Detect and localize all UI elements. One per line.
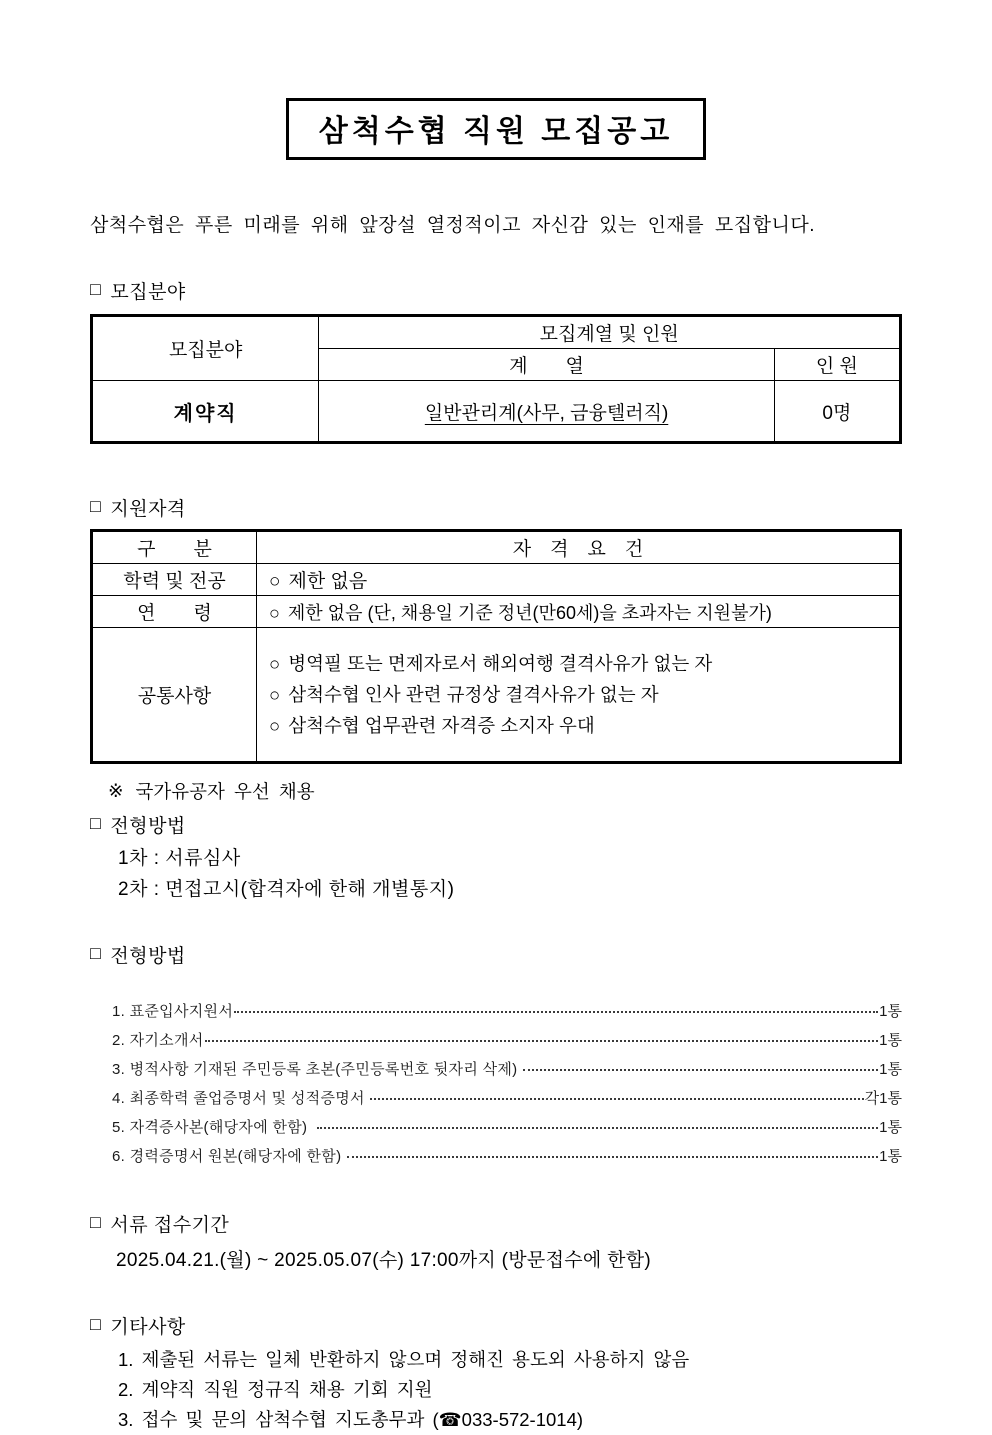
square-bullet-icon: □ — [90, 1314, 102, 1334]
square-bullet-icon: □ — [90, 813, 102, 833]
table-row — [92, 564, 901, 596]
square-bullet-icon: □ — [90, 279, 102, 299]
dotted-leader — [523, 1069, 878, 1071]
dotted-leader — [370, 1098, 863, 1100]
qualification-col2-header: 자 격 요 건 — [257, 531, 901, 564]
list-item — [112, 1087, 902, 1116]
section-title-qualification: 지원자격 — [110, 499, 186, 520]
section-heading-recruit — [90, 277, 902, 304]
section-heading-selection — [90, 811, 902, 838]
etc-item-1: 1. 제출된 서류는 일체 반환하지 않으며 정해진 용도외 사용하지 않음 — [118, 1349, 690, 1370]
recruit-field-value: 계약직 — [92, 381, 319, 443]
list-item — [112, 1000, 902, 1029]
section-title-period: 서류 접수기간 — [110, 1215, 230, 1236]
dotted-leader — [205, 1040, 879, 1042]
qualification-item: 삼척수협 업무관련 자격증 소지자 우대 — [288, 715, 595, 736]
document-count: 1통 — [879, 1148, 902, 1165]
selection-steps — [90, 843, 902, 905]
qualification-item: 제한 없음 (단, 채용일 기준 정년(만60세)을 초과자는 지원불가) — [287, 602, 772, 623]
document-label: 5. 자격증사본(해당자에 한함) — [112, 1119, 317, 1136]
document-list — [90, 1000, 902, 1174]
section-heading-etc — [90, 1312, 902, 1339]
recruit-series-cell — [319, 381, 774, 443]
recruit-table — [90, 314, 902, 444]
qualification-row3-label: 공통사항 — [92, 628, 257, 763]
square-bullet-icon: □ — [90, 943, 102, 963]
list-item — [112, 1058, 902, 1087]
selection-step-1: 1차 : 서류심사 — [118, 848, 241, 869]
recruit-table-header-row-1 — [92, 316, 901, 349]
list-item — [112, 1116, 902, 1145]
section-title-selection: 전형방법 — [110, 816, 186, 837]
document-label: 6. 경력증명서 원본(해당자에 한함) — [112, 1148, 346, 1165]
circle-bullet-icon: ○ — [269, 571, 281, 592]
dotted-leader — [317, 1127, 878, 1129]
page-title: 삼척수협 직원 모집공고 — [318, 115, 674, 148]
section-heading-qualification — [90, 494, 902, 521]
circle-bullet-icon: ○ — [269, 684, 281, 705]
recruit-count-header: 인 원 — [774, 349, 900, 381]
dotted-leader — [234, 1011, 878, 1013]
document-count: 1통 — [879, 1119, 902, 1136]
recruit-field-header: 모집분야 — [92, 316, 319, 381]
document-label: 3. 병적사항 기재된 주민등록 초본(주민등록번호 뒷자리 삭제) — [112, 1061, 522, 1078]
table-row — [92, 381, 901, 443]
qualification-item: 병역필 또는 면제자로서 해외여행 결격사유가 없는 자 — [288, 653, 713, 674]
circle-bullet-icon: ○ — [269, 602, 280, 623]
square-bullet-icon: □ — [90, 1212, 102, 1232]
document-count: 1통 — [879, 1061, 902, 1078]
document-count: 1통 — [879, 1032, 902, 1049]
title-box — [286, 98, 706, 160]
selection-step-2: 2차 : 면접고시(합격자에 한해 개별통지) — [118, 879, 455, 900]
document-label: 1. 표준입사지원서 — [112, 1003, 234, 1020]
qualification-item-line — [269, 710, 891, 741]
qualification-table — [90, 529, 902, 764]
circle-bullet-icon: ○ — [269, 715, 281, 736]
recruit-count-value: 0명 — [774, 381, 900, 443]
circle-bullet-icon: ○ — [269, 653, 281, 674]
note-text: 국가유공자 우선 채용 — [135, 781, 315, 802]
intro-text: 삼척수협은 푸른 미래를 위해 앞장설 열정적이고 자신감 있는 인재를 모집합니다. — [90, 215, 815, 236]
section-title-documents: 전형방법 — [110, 946, 186, 967]
document-count: 1통 — [879, 1003, 902, 1020]
square-bullet-icon: □ — [90, 496, 102, 516]
section-title-etc: 기타사항 — [110, 1317, 186, 1338]
section-title-recruit: 모집분야 — [110, 282, 186, 303]
table-row — [92, 628, 901, 763]
qualification-item: 삼척수협 인사 관련 규정상 결격사유가 없는 자 — [288, 684, 659, 705]
recruit-group-header: 모집계열 및 인원 — [319, 316, 901, 349]
qualification-item: 제한 없음 — [288, 571, 368, 592]
section-heading-period — [90, 1210, 902, 1237]
qualification-item-line — [269, 679, 891, 710]
qualification-row2-label: 연 령 — [92, 596, 257, 628]
etc-item-2: 2. 계약직 직원 정규직 채용 기회 지원 — [118, 1379, 433, 1400]
qualification-row2-value — [257, 596, 901, 628]
recruit-series-header: 계 열 — [319, 349, 774, 381]
section-heading-documents — [90, 941, 902, 968]
reference-mark-icon: ※ — [108, 780, 124, 801]
document-label: 2. 자기소개서 — [112, 1032, 204, 1049]
document-count: 각1통 — [864, 1090, 902, 1107]
title-area — [90, 98, 902, 160]
qualification-row1-value — [257, 564, 901, 596]
list-item — [112, 1145, 902, 1174]
table-row — [92, 596, 901, 628]
etc-item-3: 3. 접수 및 문의 삼척수협 지도총무과 (☎033-572-1014) — [118, 1409, 584, 1430]
qualification-row3-value — [257, 628, 901, 763]
period-value: 2025.04.21.(월) ~ 2025.05.07(수) 17:00까지 (방문접수에 한함) — [116, 1250, 652, 1271]
dotted-leader — [347, 1156, 878, 1158]
qualification-header-row — [92, 531, 901, 564]
qualification-item-line — [269, 648, 891, 679]
document-label: 4. 최종학력 졸업증명서 및 성적증명서 — [112, 1090, 370, 1107]
recruit-series-value: 일반관리계(사무, 금융텔러직) — [424, 402, 669, 424]
qualification-col1-header: 구 분 — [92, 531, 257, 564]
qualification-row1-label: 학력 및 전공 — [92, 564, 257, 596]
list-item — [112, 1029, 902, 1058]
veteran-priority-note — [90, 778, 902, 804]
etc-list — [90, 1345, 902, 1435]
